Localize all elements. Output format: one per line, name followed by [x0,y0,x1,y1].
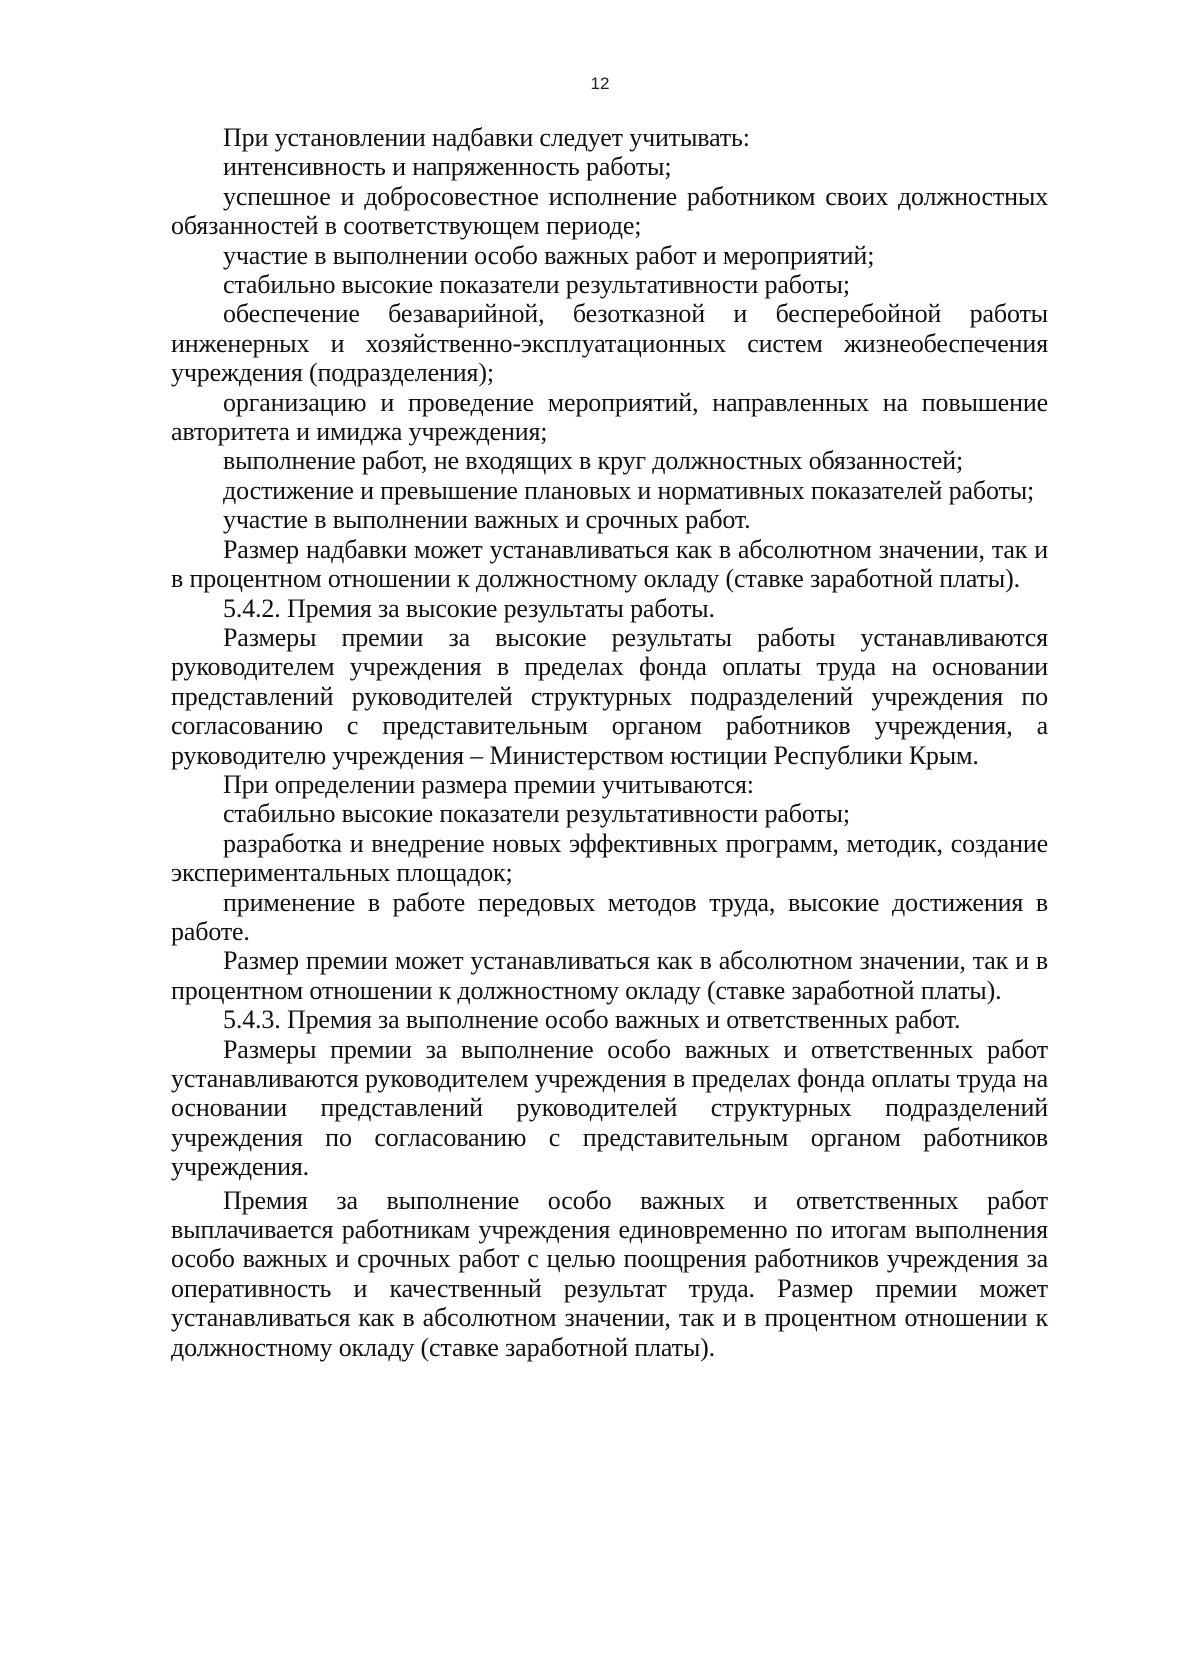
paragraph-bonus-results-rules: Размеры премии за высокие результаты работы устанавливаются руководителем учреждения в пределах фонда оплаты труда на основании представлений руководителей структурных подразделений учреждения по согласованию с представительным органом работников учреждения, а руководителю учреждения – Министерством юстиции Республики Крым. [171,622,1048,770]
paragraph-bonus-size: Размер премии может устанавливаться как в абсолютном значении, так и в процентном отношении к должностному окладу (ставке заработной платы). [171,946,1048,1005]
paragraph-important-works: участие в выполнении особо важных работ и мероприятий; [223,240,875,270]
paragraph-bonus-high-performance: стабильно высокие показатели результативности работы; [223,799,850,829]
paragraph-bonus-important-payment: Премия за выполнение особо важных и ответственных работ выплачивается работникам учреждения единовременно по итогам выполнения особо важных и срочных работ с целью поощрения работников учреждения за оперативность и качественный результат труда. Размер премии может устанавливаться как в абсолютном значении, так и в процентном отношении к должностному окладу (ставке заработной платы). [171,1185,1048,1362]
paragraph-systems-operation: обеспечение безаварийной, безотказной и бесперебойной работы инженерных и хозяйственно-эксплуатационных систем жизнеобеспечения учреждения (подразделения); [171,299,1048,388]
paragraph-bonus-criteria-intro: При определении размера премии учитываются: [223,769,754,799]
page-number: 12 [590,74,610,93]
paragraph-urgent-works: участие в выполнении важных и срочных работ. [223,505,751,535]
paragraph-targets-exceeded: достижение и превышение плановых и нормативных показателей работы; [223,475,1035,505]
paragraph-allowance-size: Размер надбавки может устанавливаться как в абсолютном значении, так и в процентном отношении к должностному окладу (ставке заработной платы). [171,534,1048,594]
paragraph-image-events: организацию и проведение мероприятий, направленных на повышение авторитета и имиджа учреждения; [171,387,1048,447]
paragraph-intensity: интенсивность и напряженность работы; [223,152,672,182]
paragraph-allowance-criteria-intro: При установлении надбавки следует учитывать: [223,123,750,152]
paragraph-duties-performance: успешное и добросовестное исполнение работником своих должностных обязанностей в соответствующем периоде; [171,181,1048,241]
section-heading-5-4-3: 5.4.3. Премия за выполнение особо важных и ответственных работ. [223,1005,961,1035]
paragraph-extra-duties: выполнение работ, не входящих в круг должностных обязанностей; [223,446,964,476]
document-body [171,123,1048,1362]
paragraph-high-performance: стабильно высокие показатели результативности работы; [223,270,850,300]
paragraph-bonus-new-programs: разработка и внедрение новых эффективных программ, методик, создание экспериментальных площадок; [171,828,1048,888]
paragraph-bonus-advanced-methods: применение в работе передовых методов труда, высокие достижения в работе. [171,887,1048,946]
section-heading-5-4-2: 5.4.2. Премия за высокие результаты работы. [223,593,715,623]
paragraph-bonus-important-rules: Размеры премии за выполнение особо важных и ответственных работ устанавливаются руководителем учреждения в пределах фонда оплаты труда на основании представлений руководителей структурных подразделений учреждения по согласованию с представительным органом работников учреждения. [171,1034,1048,1182]
